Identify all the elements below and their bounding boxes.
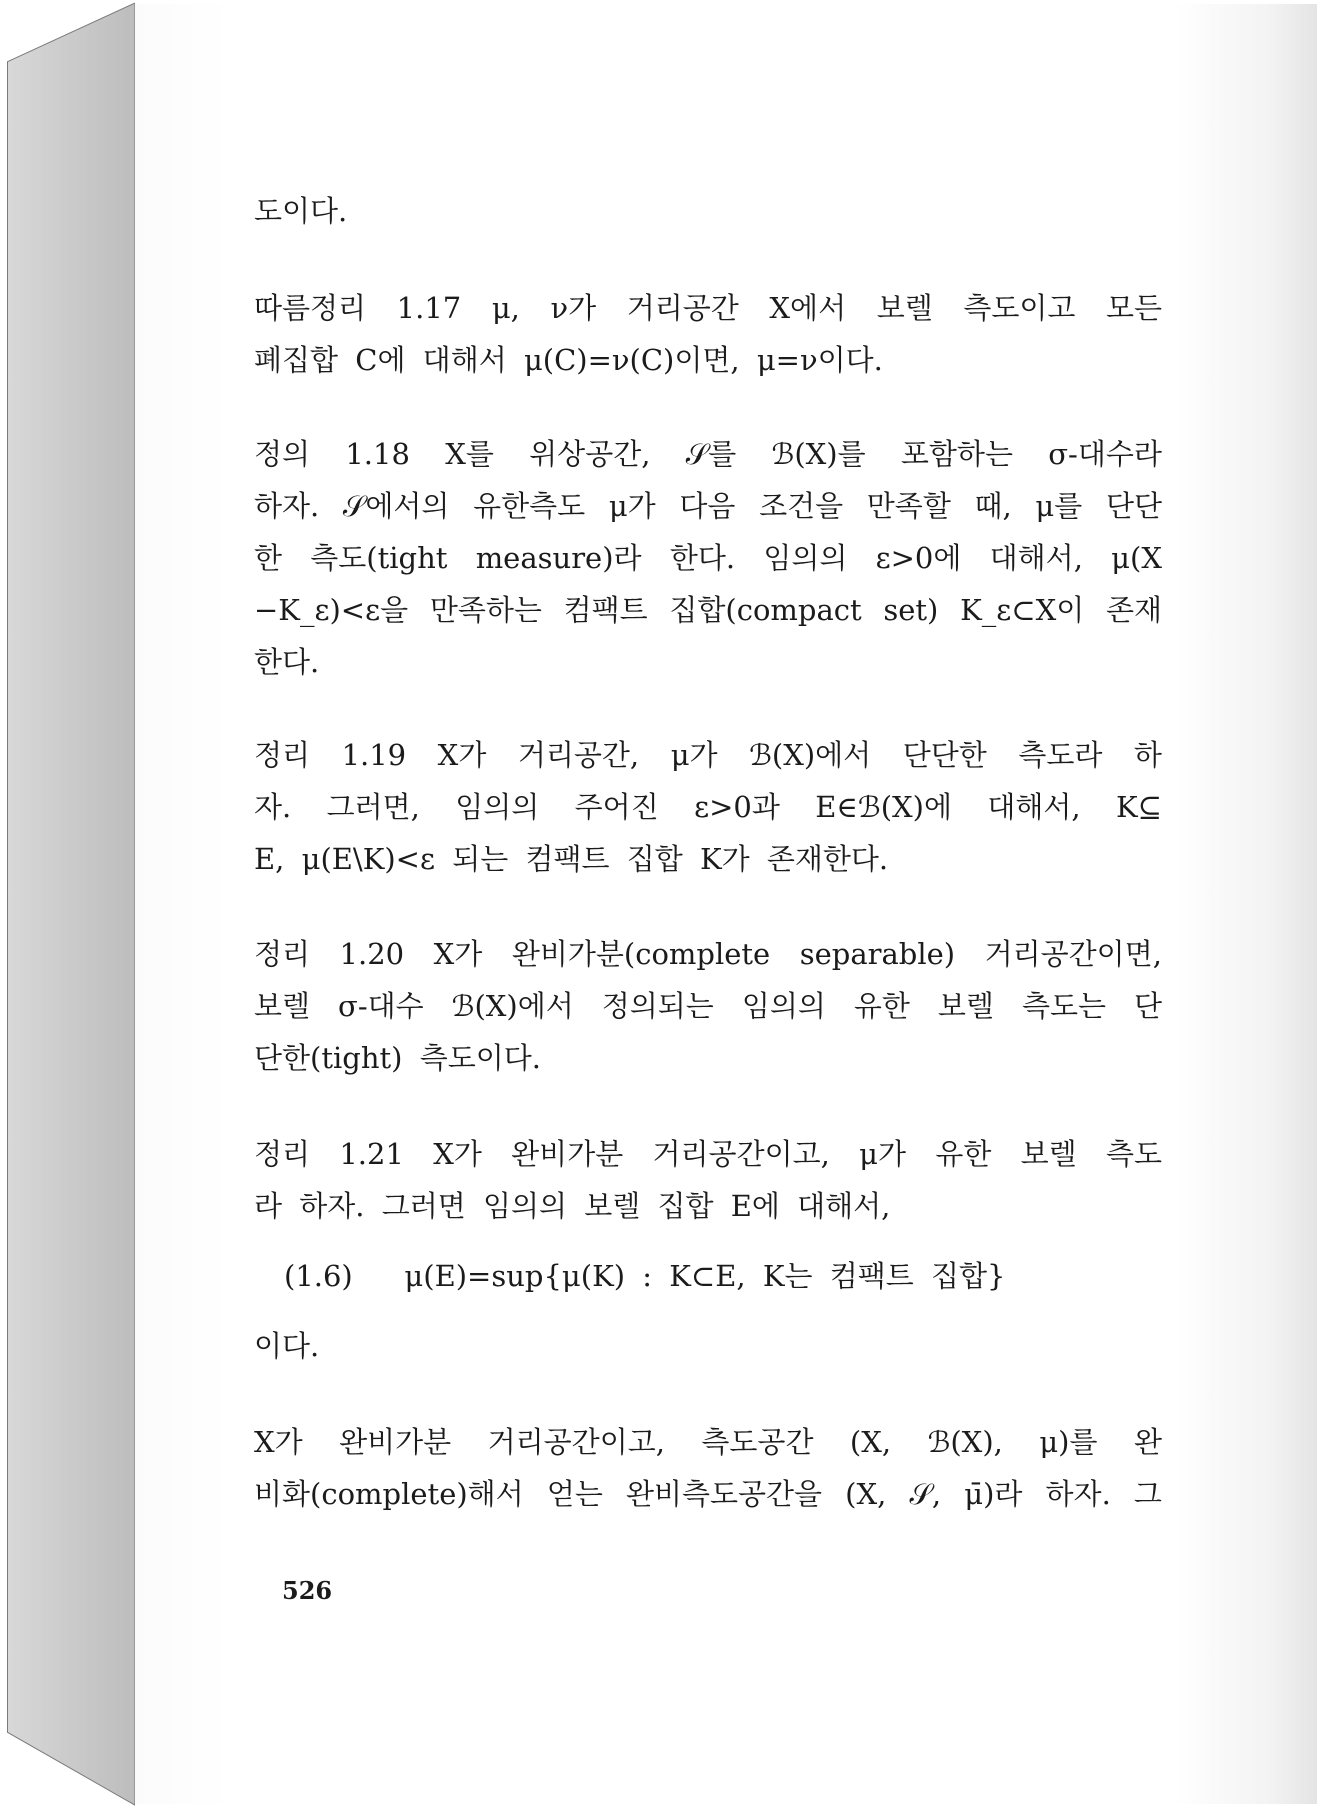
equation-1-6 bbox=[254, 1250, 1162, 1302]
word: X가 bbox=[437, 738, 487, 772]
word: X가 bbox=[254, 1425, 303, 1459]
text-line: 도이다. bbox=[254, 194, 348, 228]
word: 1.19 bbox=[341, 738, 407, 772]
word: measure)라 bbox=[475, 541, 642, 575]
text-line bbox=[254, 1128, 1162, 1180]
text-line bbox=[254, 729, 1162, 781]
word: X를 bbox=[445, 437, 494, 471]
word: 측도(tight bbox=[310, 541, 448, 575]
paragraph-continuation bbox=[254, 185, 1162, 237]
word: ℬ(X)에서 bbox=[749, 738, 872, 772]
word: 모든 bbox=[1105, 291, 1162, 325]
word: 측도라 bbox=[1018, 738, 1103, 772]
word: 하자. bbox=[1045, 1477, 1111, 1511]
word: 얻는 bbox=[546, 1477, 603, 1511]
word: 임의의 bbox=[763, 541, 848, 575]
word: 위상공간, bbox=[529, 437, 651, 471]
text-line bbox=[254, 781, 1162, 833]
word: 완비가분(complete bbox=[511, 937, 771, 971]
word: 1.20 bbox=[339, 937, 405, 971]
word: 완비측도공간을 bbox=[625, 1477, 823, 1511]
text-line: 이다. bbox=[254, 1329, 320, 1363]
word: 만족할 bbox=[866, 489, 951, 523]
word: set) bbox=[883, 593, 939, 627]
word: 하자. bbox=[254, 489, 320, 523]
word: 완 bbox=[1133, 1425, 1162, 1459]
word: 조건을 bbox=[759, 489, 844, 523]
word: ε>0과 bbox=[694, 790, 780, 824]
word: μ, bbox=[491, 291, 520, 325]
word: 𝒮, bbox=[909, 1477, 942, 1511]
word: 보렐 bbox=[1020, 1137, 1077, 1171]
word: 때, bbox=[974, 489, 1012, 523]
word: 대해서, bbox=[989, 541, 1083, 575]
word: K_ε⊂X이 bbox=[960, 593, 1085, 627]
word: 유한 bbox=[935, 1137, 992, 1171]
text-line bbox=[254, 428, 1162, 480]
text-line: 라 하자. 그러면 임의의 보렐 집합 E에 대해서, bbox=[254, 1189, 891, 1223]
word: μ가 bbox=[608, 489, 656, 523]
theorem-1-19 bbox=[254, 729, 1162, 885]
word: μ(X bbox=[1111, 541, 1162, 575]
word: 보렐 bbox=[876, 291, 933, 325]
word: 한다. bbox=[669, 541, 736, 575]
word: 컴팩트 bbox=[563, 593, 648, 627]
text-line bbox=[254, 532, 1162, 584]
word: μ̄)라 bbox=[964, 1477, 1023, 1511]
word: X가 bbox=[433, 937, 483, 971]
word: 측도공간 bbox=[701, 1425, 814, 1459]
word: 정리 bbox=[254, 1137, 311, 1171]
corollary-1-17 bbox=[254, 282, 1162, 386]
word: X에서 bbox=[769, 291, 847, 325]
word: 정리 bbox=[254, 738, 311, 772]
word: μ가 bbox=[859, 1137, 907, 1171]
word: 거리공간이면, bbox=[984, 937, 1162, 971]
text-line bbox=[254, 1416, 1162, 1468]
word: X가 bbox=[433, 1137, 482, 1171]
word: (X, bbox=[849, 1425, 892, 1459]
word: 단 bbox=[1133, 989, 1162, 1023]
text-line: E, μ(E\K)<ε 되는 컴팩트 집합 K가 존재한다. bbox=[254, 842, 889, 876]
word: 정의되는 bbox=[601, 989, 714, 1023]
word: 보렐 bbox=[937, 989, 994, 1023]
word: (X, bbox=[845, 1477, 887, 1511]
word: 거리공간, bbox=[517, 738, 640, 772]
word: 완비가분 bbox=[339, 1425, 452, 1459]
word: 측도 bbox=[1105, 1137, 1162, 1171]
word: −K_ε)<ε을 bbox=[254, 593, 409, 627]
word: E∈ℬ(X)에 bbox=[815, 790, 952, 824]
word: 존재 bbox=[1105, 593, 1162, 627]
word: 집합(compact bbox=[669, 593, 862, 627]
word: 거리공간이고, bbox=[652, 1137, 830, 1171]
word: 그러면, bbox=[326, 790, 420, 824]
word: 거리공간이고, bbox=[487, 1425, 665, 1459]
word: 하 bbox=[1133, 738, 1162, 772]
text-line: 단한(tight) 측도이다. bbox=[254, 1041, 541, 1075]
word: 𝒮를 bbox=[685, 437, 737, 471]
word: 다음 bbox=[679, 489, 736, 523]
word: 한 bbox=[254, 541, 283, 575]
word: 포함하는 bbox=[900, 437, 1013, 471]
word: 1.18 bbox=[345, 437, 410, 471]
paragraph-conclusion bbox=[254, 1320, 1162, 1372]
word: separable) bbox=[799, 937, 956, 971]
text-line bbox=[254, 282, 1162, 334]
word: K⊆ bbox=[1116, 790, 1162, 824]
word: 따름정리 bbox=[254, 291, 367, 325]
word: 유한 bbox=[853, 989, 910, 1023]
paragraph-completion bbox=[254, 1416, 1162, 1520]
word: 정의 bbox=[254, 437, 311, 471]
word: 비화(complete)해서 bbox=[254, 1477, 524, 1511]
word: 만족하는 bbox=[429, 593, 542, 627]
page-number: 526 bbox=[282, 1576, 333, 1605]
word: σ-대수라 bbox=[1048, 437, 1162, 471]
word: 보렐 bbox=[254, 989, 311, 1023]
definition-1-18 bbox=[254, 428, 1162, 688]
word: 1.17 bbox=[396, 291, 462, 325]
word: ν가 bbox=[550, 291, 597, 325]
word: 측도는 bbox=[1021, 989, 1106, 1023]
word: 거리공간 bbox=[626, 291, 739, 325]
word: ℬ(X)에서 bbox=[451, 989, 574, 1023]
word: 단단 bbox=[1105, 489, 1162, 523]
word: 그 bbox=[1133, 1477, 1162, 1511]
word: ℬ(X)를 bbox=[771, 437, 866, 471]
text-line: 폐집합 C에 대해서 μ(C)=ν(C)이면, μ=ν이다. bbox=[254, 343, 883, 377]
theorem-1-20 bbox=[254, 928, 1162, 1084]
word: μ를 bbox=[1035, 489, 1083, 523]
text-line bbox=[254, 980, 1162, 1032]
equation-line: (1.6) μ(E)=sup{μ(K) : K⊂E, K는 컴팩트 집합} bbox=[284, 1259, 1006, 1293]
word: μ)를 bbox=[1039, 1425, 1098, 1459]
word: ε>0에 bbox=[875, 541, 962, 575]
word: σ-대수 bbox=[338, 989, 424, 1023]
book-page bbox=[134, 4, 1317, 1804]
text-line: 한다. bbox=[254, 645, 320, 679]
word: μ가 bbox=[670, 738, 718, 772]
word: 자. bbox=[254, 790, 292, 824]
word: 완비가분 bbox=[511, 1137, 624, 1171]
word: 𝒮에서의 bbox=[342, 489, 450, 523]
word: 측도이고 bbox=[963, 291, 1076, 325]
text-line bbox=[254, 480, 1162, 532]
word: 단단한 bbox=[902, 738, 987, 772]
text-line bbox=[254, 928, 1162, 980]
word: 임의의 bbox=[455, 790, 540, 824]
theorem-1-21 bbox=[254, 1128, 1162, 1232]
text-line bbox=[254, 584, 1162, 636]
text-line bbox=[254, 1468, 1162, 1520]
word: 임의의 bbox=[741, 989, 826, 1023]
word: 대해서, bbox=[987, 790, 1081, 824]
word: ℬ(X), bbox=[927, 1425, 1003, 1459]
word: 유한측도 bbox=[473, 489, 586, 523]
word: 정리 bbox=[254, 937, 311, 971]
word: 1.21 bbox=[339, 1137, 404, 1171]
word: 주어진 bbox=[574, 790, 659, 824]
